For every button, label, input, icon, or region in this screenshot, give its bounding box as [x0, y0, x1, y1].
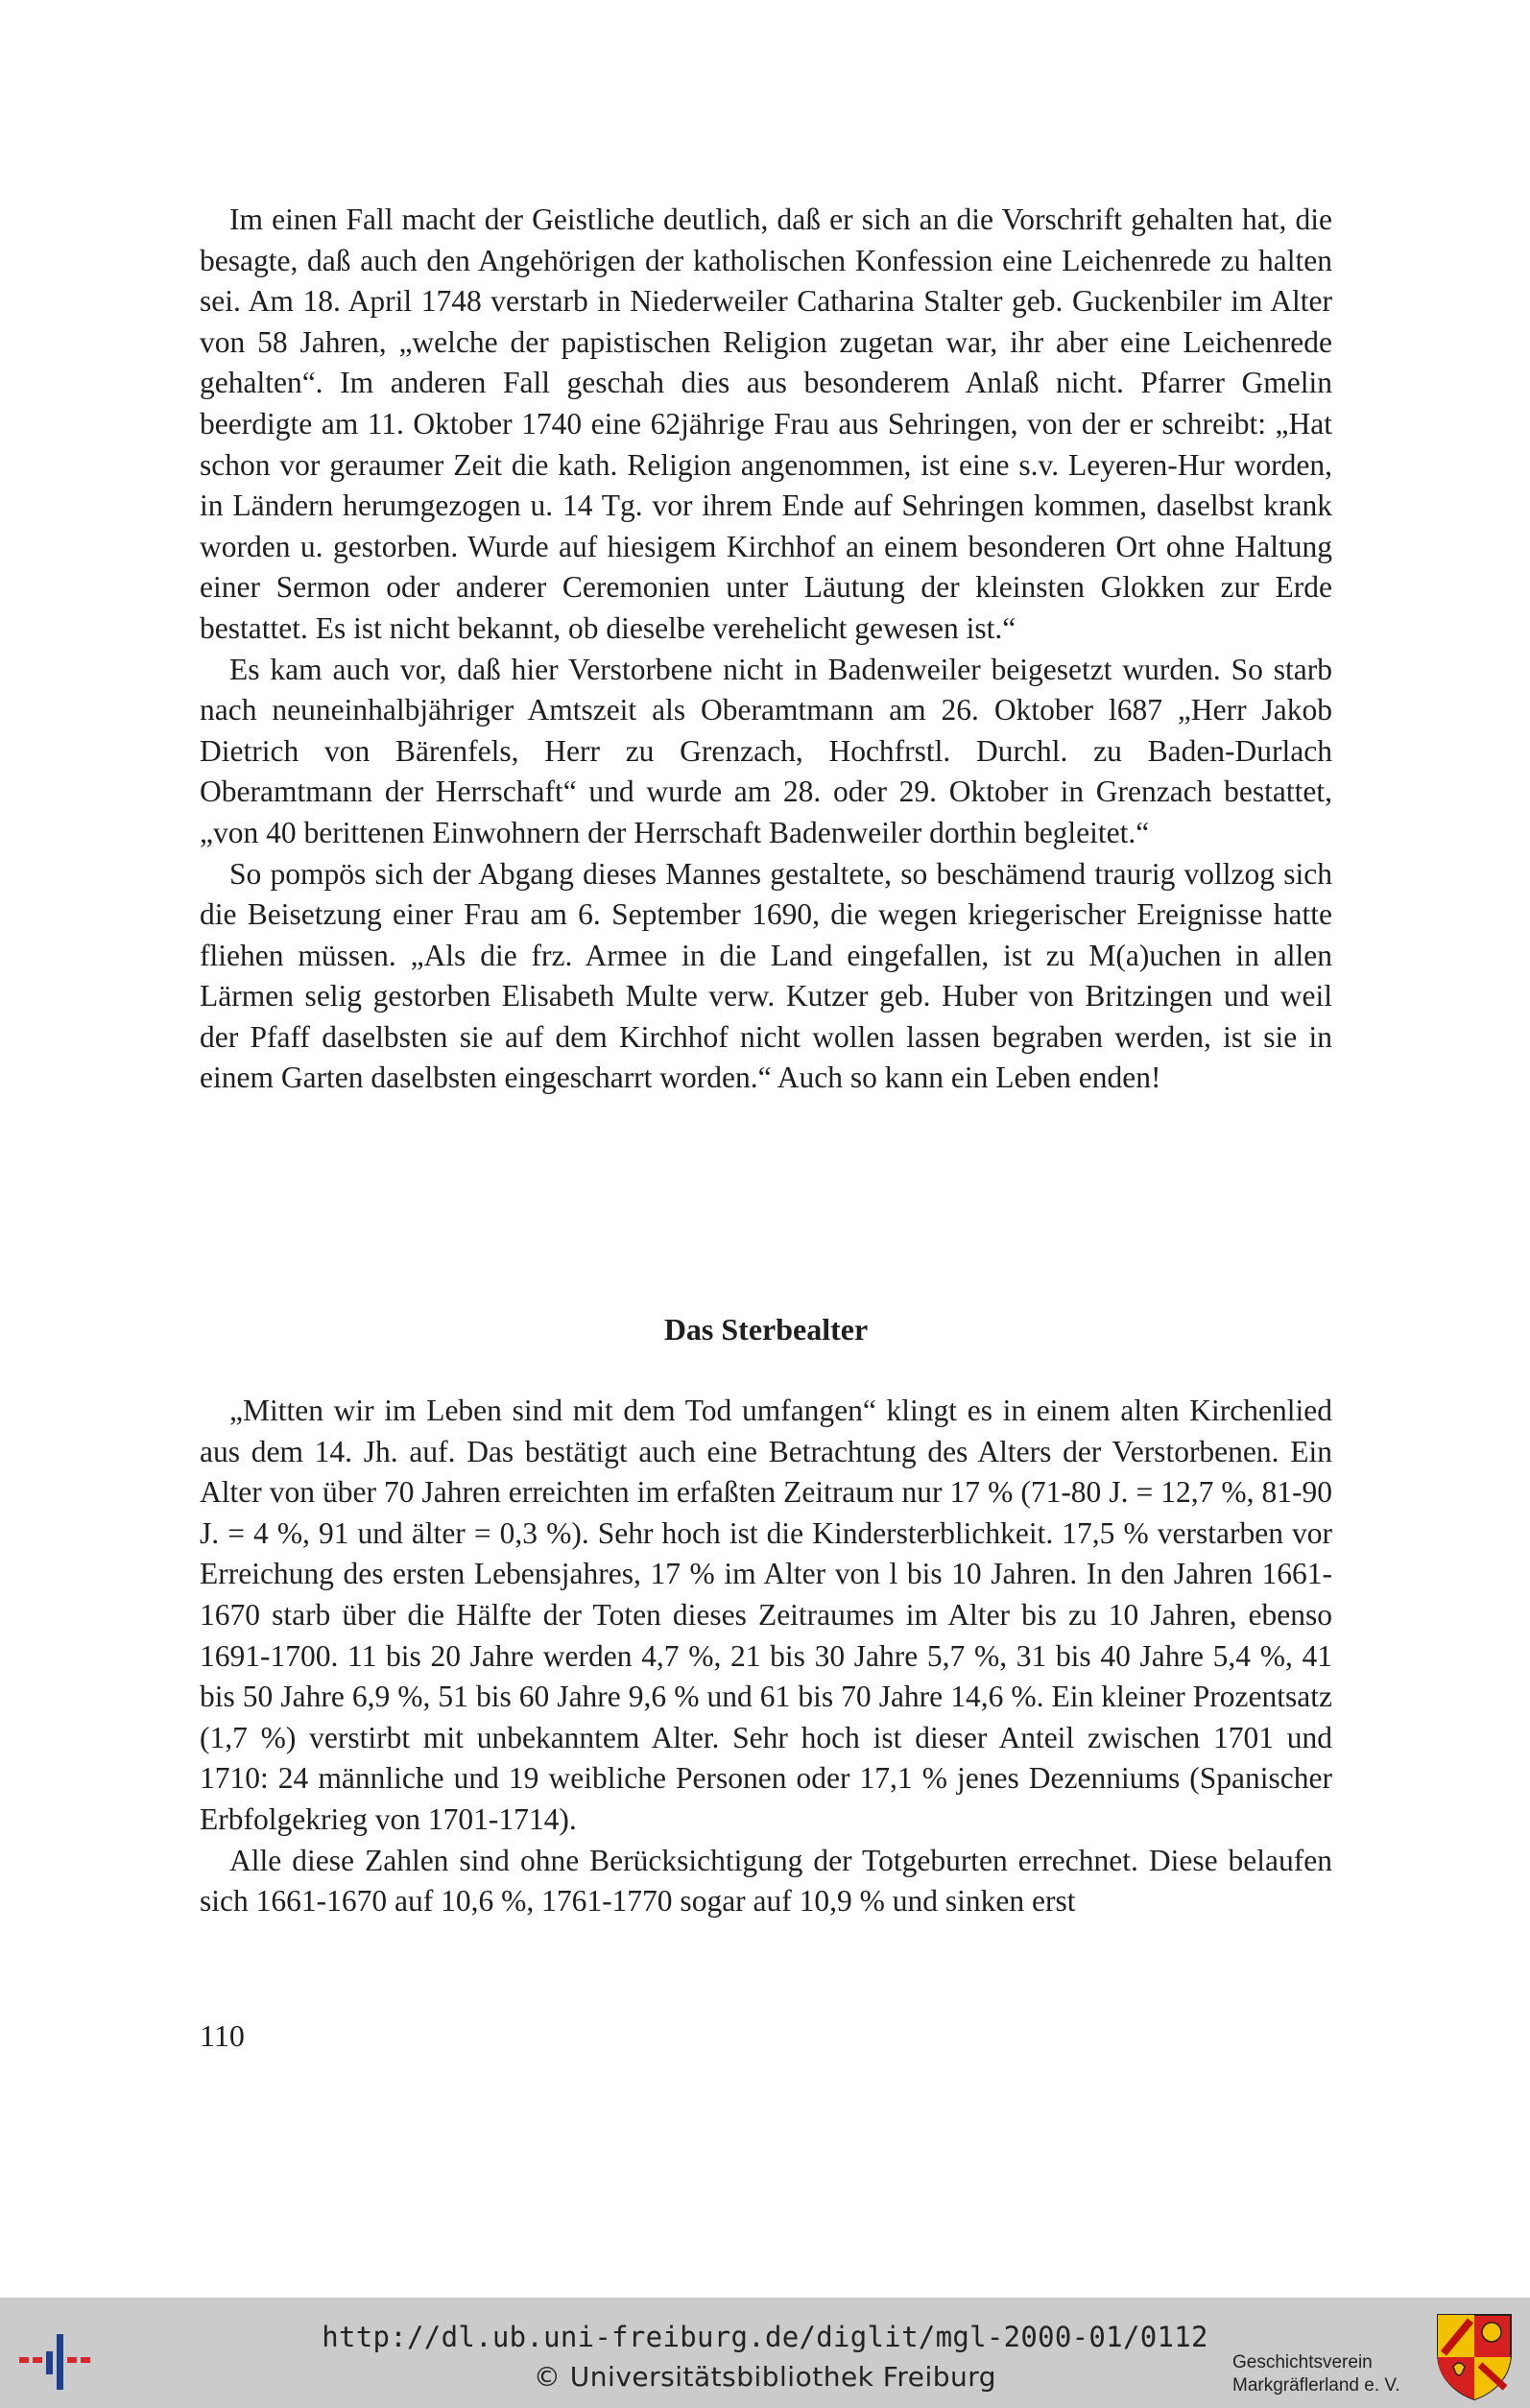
paragraph-1: Im einen Fall macht der Geistliche deutlich, daß er sich an die Vorschrift gehalten hat, die besagte, daß auch den Angehörigen der katholischen Konfession eine Leichenrede zu halten sei. Am 18. April 1748 verstarb in Niederweiler Catharina Stalter geb. Guckenbiler im Alter von 58 Jahren, „welche der papistischen Religion zugetan war, ihr aber eine Leichenrede gehalten“. Im anderen Fall geschah dies aus besonderem Anlaß nicht. Pfarrer Gmelin beerdigte am 11. Oktober 1740 eine 62jährige Frau aus Sehringen, von der er schreibt: „Hat schon vor geraumer Zeit die kath. Religion angenommen, ist eine s.v. Leyeren-Hur worden, in Ländern herumgezogen u. 14 Tg. vor ihrem Ende auf Sehringen kommen, daselbst krank worden u. gestorben. Wurde auf hiesigem Kirchhof an einem besonderen Ort ohne Haltung einer Sermon oder anderer Ceremonien unter Läutung der kleinsten Glokken zur Erde bestattet. Es ist nicht bekannt, ob dieselbe verehelicht gewesen ist.“: [200, 203, 1332, 645]
section-heading: Das Sterbealter: [663, 1312, 869, 1347]
coat-of-arms-icon: [1434, 2311, 1515, 2401]
main-text-top: [200, 200, 1332, 1099]
paragraph-2: Es kam auch vor, daß hier Verstorbene nicht in Badenweiler beigesetzt wurden. So starb nach neuneinhalbjähriger Amtszeit als Oberamtmann am 26. Oktober l687 „Herr Jakob Dietrich von Bärenfels, Herr zu Grenzach, Hochfrstl. Durchl. zu Baden-Durlach Oberamtmann der Herrschaft“ und wurde am 28. oder 29. Oktober in Grenzach bestattet, „von 40 berittenen Einwohnern der Herrschaft Badenweiler dorthin begleitet.“: [200, 652, 1332, 849]
paragraph-3: So pompös sich der Abgang dieses Mannes gestaltete, so beschämend traurig vollzog sich die Beisetzung einer Frau am 6. September 1690, die wegen kriegerischer Ereignisse hatte fliehen müssen. „Als die frz. Armee in die Land eingefallen, ist zu M(a)uchen in allen Lärmen selig gestorben Elisabeth Multe verw. Kutzer geb. Huber von Britzingen und weil der Pfaff daselbsten sie auf dem Kirchhof nicht wollen lassen begraben werden, ist sie in einem Garten daselbsten eingescharrt worden.“ Auch so kann ein Leben enden!: [200, 856, 1332, 1095]
footer-bar: [0, 2298, 1530, 2408]
paragraph-5: Alle diese Zahlen sind ohne Berücksichtigung der Totgeburten errechnet. Diese belaufen sich 1661-1670 auf 10,6 %, 1761-1770 sogar auf 10,9 % und sinken erst: [200, 1843, 1332, 1919]
footer-url-link[interactable]: http://dl.ub.uni-freiburg.de/diglit/mgl-2000-01/0112: [322, 2321, 1208, 2353]
footer-society-name: [1232, 2351, 1424, 2397]
paragraph-4: „Mitten wir im Leben sind mit dem Tod umfangen“ klingt es in einem alten Kirchenlied aus dem 14. Jh. auf. Das bestätigt auch eine Betrachtung des Alters der Verstorbenen. Ein Alter von über 70 Jahren erreichten im erfaßten Zeitraum nur 17 % (71-80 J. = 12,7 %, 81-90 J. = 4 %, 91 und älter = 0,3 %). Sehr hoch ist die Kindersterblichkeit. 17,5 % verstarben vor Erreichung des ersten Lebensjahres, 17 % im Alter von l bis 10 Jahren. In den Jahren 1661-1670 starb über die Hälfte der Toten dieses Zeitraumes im Alter bis zu 10 Jahren, ebenso 1691-1700. 11 bis 20 Jahre werden 4,7 %, 21 bis 30 Jahre 5,7 %, 31 bis 40 Jahre 5,4 %, 41 bis 50 Jahre 6,9 %, 51 bis 60 Jahre 9,6 % und 61 bis 70 Jahre 14,6 %. Ein kleiner Prozentsatz (1,7 %) verstirbt mit unbekanntem Alter. Sehr hoch ist dieser Anteil zwischen 1701 und 1710: 24 männliche und 19 weibliche Personen oder 17,1 % jenes Dezenniums (Spanischer Erbfolgekrieg von 1701-1714).: [200, 1394, 1332, 1836]
footer-copyright: © Universitätsbibliothek Freiburg: [533, 2361, 997, 2393]
page-number: 110: [200, 2018, 245, 2053]
society-line-1: Geschichtsverein: [1232, 2352, 1373, 2372]
society-line-2: Markgräflerland e. V.: [1232, 2375, 1400, 2396]
main-text-bottom: [200, 1391, 1332, 1922]
